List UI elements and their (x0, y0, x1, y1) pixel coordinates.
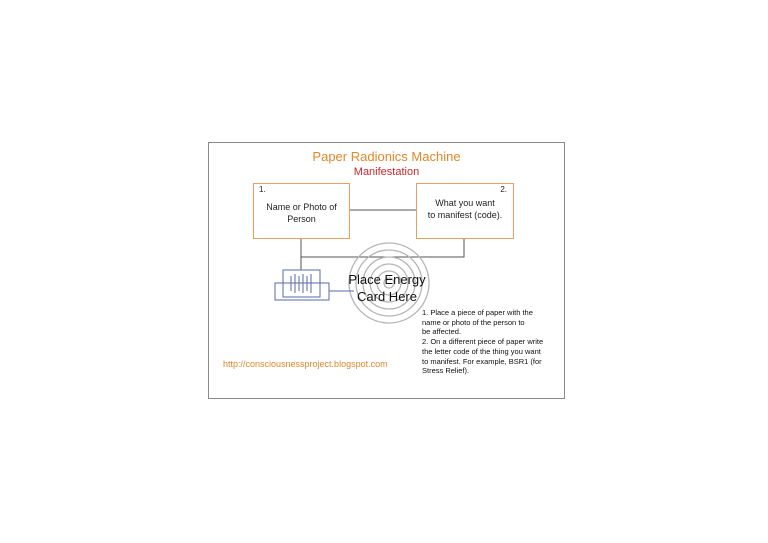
radionics-card (208, 142, 565, 399)
instruction-line: to manifest. For example, BSR1 (for (422, 356, 542, 366)
instruction-line: Stress Relief). (422, 366, 470, 376)
instruction-line: the letter code of the thing you want (422, 346, 541, 356)
card-title: Paper Radionics Machine (312, 149, 461, 164)
manifest-code-box (416, 183, 514, 239)
box1-label: Name or Photo of Person (266, 202, 337, 224)
box1-number: 1. (259, 185, 266, 194)
instruction-line: be affected. (422, 327, 462, 337)
name-photo-box (253, 183, 350, 239)
card-subtitle: Manifestation (353, 166, 420, 178)
box2-number: 2. (500, 185, 507, 194)
instruction-line: name or photo of the person to (422, 317, 525, 327)
box2-label: What you want to manifest (code). (427, 198, 503, 220)
instruction-line: 2. On a different piece of paper write (422, 337, 544, 347)
energy-card-label: Place Energy Card Here (348, 272, 426, 304)
instructions (422, 308, 564, 376)
wire-bottom (301, 239, 464, 257)
blog-url: http://consciousnessproject.blogspot.com (223, 359, 388, 369)
instruction-line: 1. Place a piece of paper with the (422, 308, 533, 317)
